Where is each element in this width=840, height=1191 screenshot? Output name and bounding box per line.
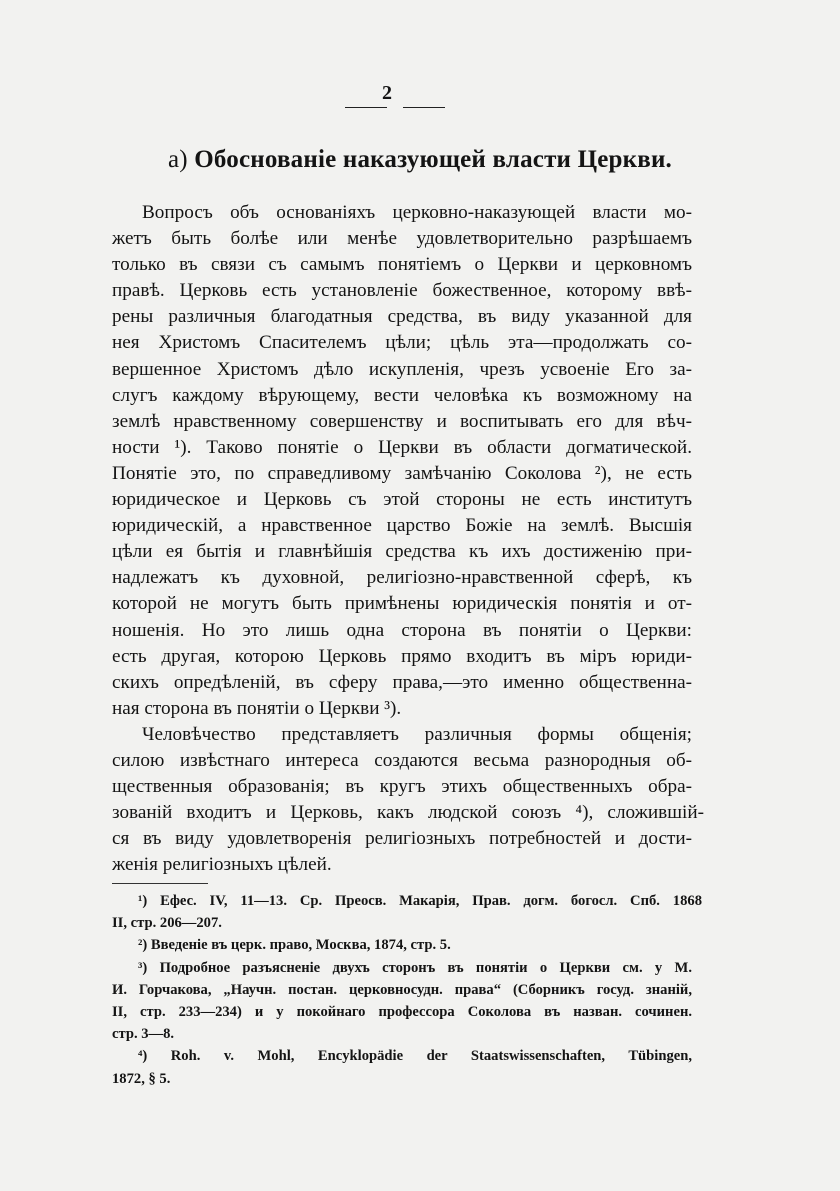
body-line: женія религіозныхъ цѣлей. <box>112 854 332 876</box>
body-line: зованій входитъ и Церковь, какъ людской союзъ ⁴), сложившій- <box>112 802 704 824</box>
footnote-line: стр. 3—8. <box>112 1026 175 1043</box>
body-line: юридическое и Церковь съ этой стороны не есть институтъ <box>112 489 692 511</box>
body-line: Понятіе это, по справедливому замѣчанію Соколова ²), не есть <box>112 462 692 484</box>
footnote-line: ³) Подробное разъясненіе двухъ сторонъ въ понятіи о Церкви см. у М. <box>138 959 692 976</box>
body-line: ся въ виду удовлетворенія религіозныхъ потребностей и дости- <box>112 828 692 850</box>
body-line: силою извѣстнаго интереса создаются весьма разнородныя об- <box>112 749 692 771</box>
body-line: ности ¹). Таково понятіе о Церкви въ области догматической. <box>112 436 692 458</box>
body-line: вершенное Христомъ дѣло искупленія, чрезъ усвоеніе Его за- <box>112 358 692 380</box>
body-line: Человѣчество представляетъ различныя формы общенія; <box>142 723 692 745</box>
body-line: жетъ быть болѣе или менѣе удовлетворительно разрѣшаемъ <box>112 228 692 250</box>
footnotes <box>112 890 702 1090</box>
footnote-line: ¹) Ефес. IV, 11—13. Ср. Преосв. Макарія, Прав. догм. богосл. Спб. 1868 <box>138 893 702 909</box>
body-line: правѣ. Церковь есть установленіе божественное, которому ввѣ- <box>112 280 692 302</box>
body-line: скихъ опредѣленій, въ сферу права,—это именно общественна- <box>112 671 692 693</box>
page-number: 2 <box>382 82 392 104</box>
footnote-line: 1872, § 5. <box>112 1070 171 1087</box>
body-line: Вопросъ объ основаніяхъ церковно-наказующей власти мо- <box>142 202 692 223</box>
section-title-prefix: а) <box>167 146 188 173</box>
body-line: надлежатъ къ духовной, религіозно-нравственной сферѣ, къ <box>112 567 692 589</box>
body-line: слугъ каждому вѣрующему, вести человѣка къ возможному на <box>112 384 692 406</box>
footnote-line: ²) Введеніе въ церк. право, Москва, 1874, стр. 5. <box>138 937 451 954</box>
body-line: нея Христомъ Спасителемъ цѣли; цѣль эта—продолжать со- <box>112 332 692 354</box>
body-line: которой не могутъ быть примѣнены юридическія понятія и от- <box>112 593 692 615</box>
footnote-separator <box>112 883 208 884</box>
body-line: только въ связи съ самымъ понятіемъ о Церкви и церковномъ <box>112 254 692 276</box>
body-line: рены различныя благодатныя средства, въ виду указанной для <box>112 306 692 328</box>
footnote-line: II, стр. 206—207. <box>112 915 222 932</box>
body-line: землѣ нравственному совершенству и воспитывать его для вѣч- <box>112 410 692 432</box>
section-title <box>100 146 740 174</box>
header-rule-left <box>345 107 387 108</box>
footnote-line: И. Горчакова, „Научн. постан. церковносудн. права“ (Сборникъ госуд. знаній, <box>112 981 692 998</box>
footnote-line: ⁴) Roh. v. Mohl, Encyklopädie der Staatswissenschaften, Tübingen, <box>138 1048 692 1065</box>
body-line: ная сторона въ понятіи о Церкви ³). <box>112 697 402 719</box>
body-line: юридическій, а нравственное царство Божіе на землѣ. Высшія <box>112 515 692 537</box>
header-rule-right <box>403 107 445 108</box>
body-line: есть другая, которою Церковь прямо входитъ въ міръ юриди- <box>112 645 692 667</box>
body-line: ношенія. Но это лишь одна сторона въ понятіи о Церкви: <box>112 619 692 641</box>
body-line: цѣли ея бытія и главнѣйшія средства къ ихъ достиженію при- <box>112 541 692 563</box>
footnote-line: II, стр. 233—234) и у покойнаго профессора Соколова въ назван. сочинен. <box>112 1004 692 1021</box>
section-title-text: Обоснованіе наказующей власти Церкви. <box>194 146 673 173</box>
body-line: щественныя образованія; въ кругъ этихъ общественныхъ обра- <box>112 776 692 798</box>
body-text <box>112 200 704 878</box>
